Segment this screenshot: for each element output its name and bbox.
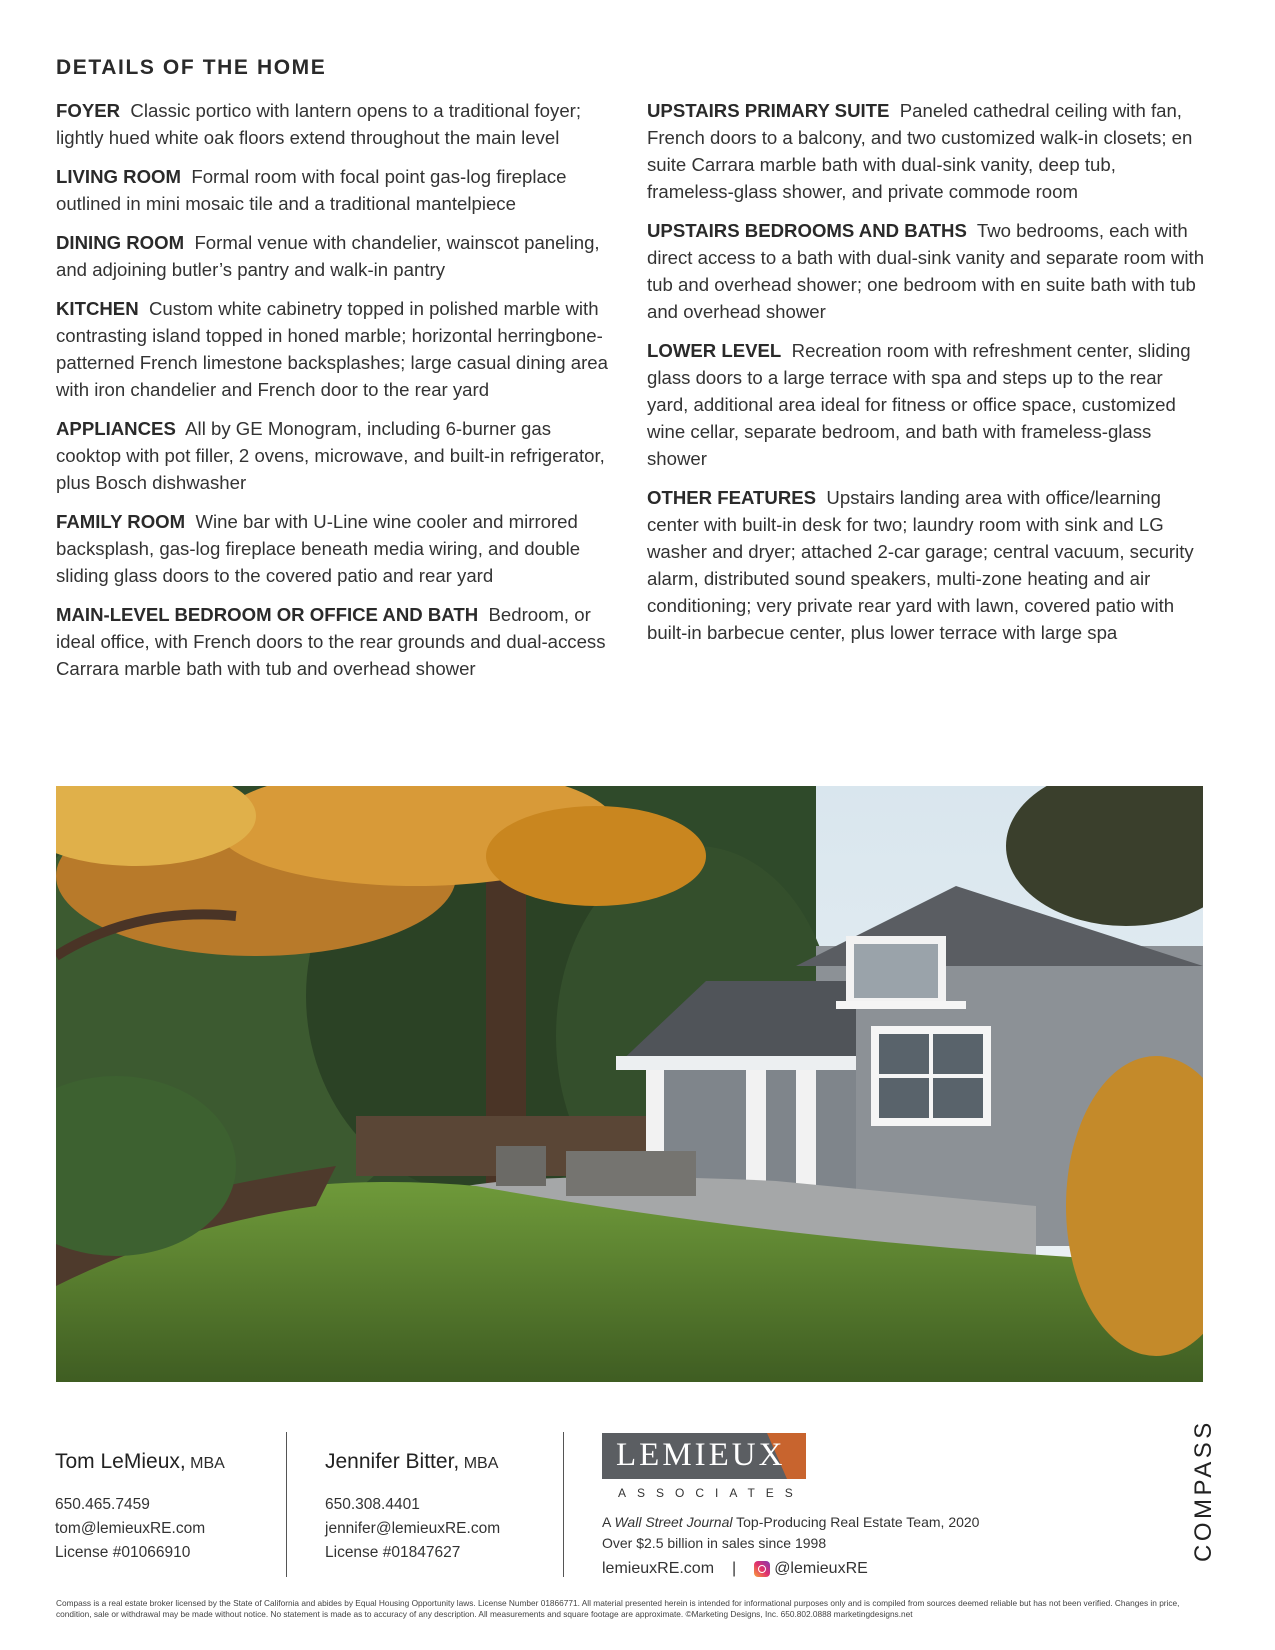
website-link[interactable]: lemieuxRE.com (602, 1560, 715, 1577)
sales-line: Over $2.5 billion in sales since 1998 (602, 1535, 827, 1551)
agent-phone[interactable]: 650.308.4401 (325, 1496, 420, 1513)
backyard-photo (56, 786, 1203, 1382)
section-heading: DETAILS OF THE HOME (56, 56, 327, 79)
agent-license: License #01066910 (55, 1544, 191, 1561)
feature-kitchen: KITCHEN Custom white cabinetry topped in polished marble with contrasting island topped in honed marble; horizontal herringbone-patterned French limestone backsplashes; large casual dining area with iron chandelier and French door to the rear yard (56, 298, 608, 400)
agent-email[interactable]: tom@lemieuxRE.com (55, 1520, 206, 1537)
agent-license: License #01847627 (325, 1544, 461, 1561)
divider (286, 1432, 287, 1577)
feature-main-level-bedroom: MAIN-LEVEL BEDROOM OR OFFICE AND BATH Bedroom, or ideal office, with French doors to the rear grounds and dual-access Carrara marble bath with tub and overhead shower (56, 604, 606, 679)
feature-upstairs-bedrooms: UPSTAIRS BEDROOMS AND BATHS Two bedrooms, each with direct access to a bath with dual-sink vanity and separate room with tub and overhead shower; one bedroom with en suite bath with tub and overhead shower (647, 220, 1205, 322)
features-column-right (647, 97, 1207, 658)
legal-disclaimer: Compass is a real estate broker licensed by the State of California and abides by Equal Housing Opportunity laws. License Number 01866771. All material presented herein is intended for informational purposes only and is compiled from sources deemed reliable but has not been verified. Changes in price, condition, sale or withdrawal may be made without notice. No statement is made as to accuracy of any description. All measurements and square footage are approximate. ©Marketing Designs, Inc. 650.802.0888 marketingdesigns.net (56, 1598, 1180, 1619)
feature-foyer: FOYER Classic portico with lantern opens to a traditional foyer; lightly hued white oak floors extend throughout the main level (56, 100, 582, 148)
feature-living-room: LIVING ROOM Formal room with focal point gas-log fireplace outlined in mini mosaic tile and a traditional mantelpiece (56, 166, 567, 214)
team-tagline: A Wall Street Journal Top-Producing Real Estate Team, 2020 Over $2.5 billion in sales since 1998 (602, 1512, 979, 1554)
agent-jennifer (325, 1450, 500, 1562)
agent-name: Jennifer Bitter, MBA (325, 1450, 499, 1473)
instagram-handle[interactable]: @lemieuxRE (774, 1560, 868, 1577)
feature-dining-room: DINING ROOM Formal venue with chandelier, wainscot paneling, and adjoining butler’s pantry and walk-in pantry (56, 232, 600, 280)
feature-appliances: APPLIANCES All by GE Monogram, including 6-burner gas cooktop with pot filler, 2 ovens, microwave, and built-in refrigerator, plus Bosch dishwasher (56, 418, 605, 493)
agent-phone[interactable]: 650.465.7459 (55, 1496, 150, 1513)
divider (563, 1432, 564, 1577)
features-column-left (56, 97, 616, 694)
feature-family-room: FAMILY ROOM Wine bar with U-Line wine cooler and mirrored backsplash, gas-log fireplace beneath media wiring, and double sliding glass doors to the covered patio and rear yard (56, 511, 581, 586)
feature-upstairs-primary-suite: UPSTAIRS PRIMARY SUITE Paneled cathedral ceiling with fan, French doors to a balcony, and two customized walk-in closets; en suite Carrara marble bath with dual-sink vanity, deep tub, frameless-glass shower, and private commode room (647, 100, 1193, 202)
agent-tom (55, 1450, 225, 1562)
agent-email[interactable]: jennifer@lemieuxRE.com (325, 1520, 501, 1537)
link-separator: | (732, 1560, 737, 1577)
backyard-photo-illustration (56, 786, 1203, 1382)
agent-name: Tom LeMieux, MBA (55, 1450, 225, 1473)
feature-other-features: OTHER FEATURES Upstairs landing area with office/learning center with built-in desk for two; laundry room with sink and LG washer and dryer; attached 2-car garage; central vacuum, security alarm, distributed sound speakers, multi-zone heating and air conditioning; very private rear yard with lawn, covered patio with built-in barbecue center, plus lower terrace with large spa (647, 487, 1194, 643)
lemieux-logo-subtitle: ASSOCIATES (618, 1486, 804, 1500)
compass-logo: COMPASS (1190, 1419, 1217, 1562)
web-links (602, 1560, 868, 1578)
feature-lower-level: LOWER LEVEL Recreation room with refreshment center, sliding glass doors to a large terrace with spa and steps up to the rear yard, additional area ideal for fitness or office space, customized wine cellar, separate bedroom, and bath with frameless-glass shower (647, 340, 1191, 469)
lemieux-logo: LEMIEUX (616, 1437, 786, 1473)
instagram-icon (754, 1561, 770, 1577)
